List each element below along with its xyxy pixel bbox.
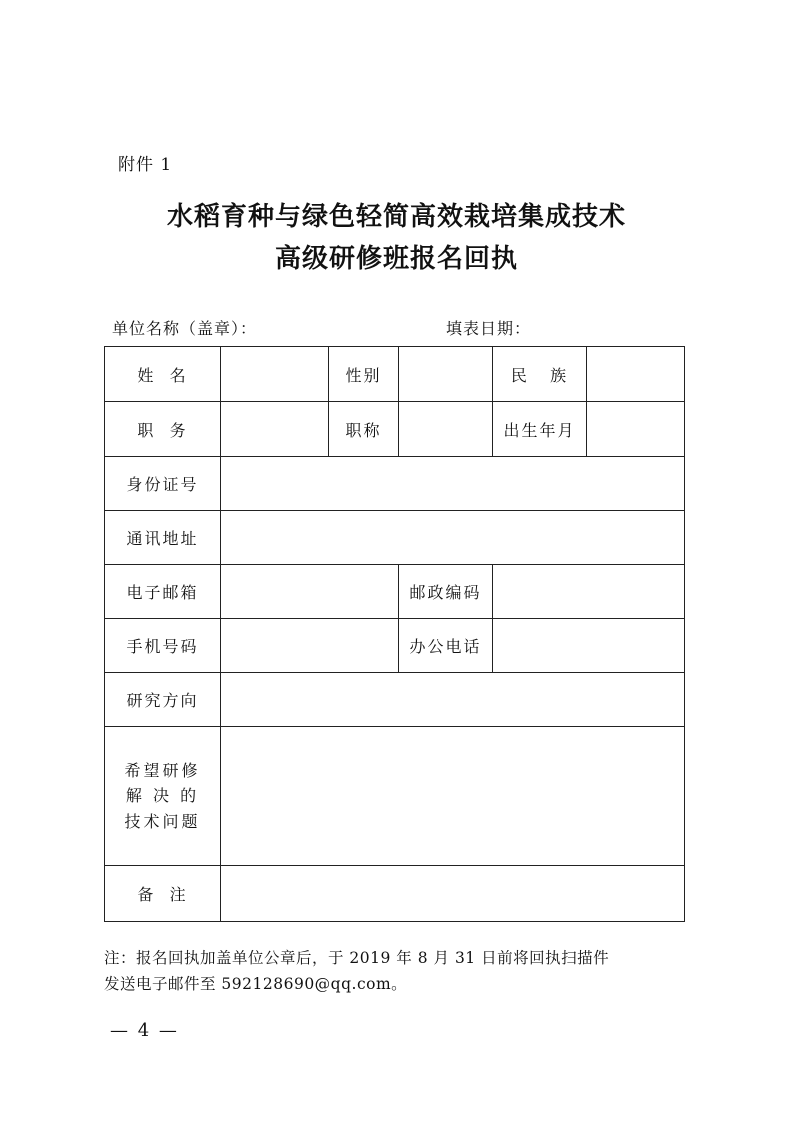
document-title-line1: 水稻育种与绿色轻简高效栽培集成技术 bbox=[166, 202, 626, 232]
address-label: 通讯地址 bbox=[105, 511, 221, 565]
research-direction-label: 研究方向 bbox=[105, 673, 221, 727]
unit-name-label: 单位名称（盖章）： bbox=[112, 319, 258, 338]
gender-label: 性别 bbox=[329, 347, 399, 402]
name-label: 姓 名 bbox=[105, 347, 221, 402]
name-field[interactable] bbox=[221, 347, 329, 402]
remarks-field[interactable] bbox=[221, 866, 685, 922]
footnote-line1: 注：报名回执加盖单位公章后，于 2019 年 8 月 31 日前将回执扫描件 bbox=[104, 949, 610, 967]
document-title-line2: 高级研修班报名回执 bbox=[274, 244, 518, 274]
page-number: — 4 — bbox=[110, 1020, 179, 1041]
ethnicity-label: 民 族 bbox=[493, 347, 587, 402]
professional-title-label: 职称 bbox=[329, 402, 399, 457]
email-field[interactable] bbox=[221, 565, 399, 619]
problems-label-line2: 解 决 的 bbox=[125, 786, 200, 806]
mobile-label: 手机号码 bbox=[105, 619, 221, 673]
mobile-field[interactable] bbox=[221, 619, 399, 673]
postcode-label: 邮政编码 bbox=[399, 565, 493, 619]
problems-field[interactable] bbox=[221, 727, 685, 866]
professional-title-field[interactable] bbox=[399, 402, 493, 457]
id-number-field[interactable] bbox=[221, 457, 685, 511]
position-label: 职 务 bbox=[105, 402, 221, 457]
problems-label-line3: 技术问题 bbox=[124, 811, 201, 831]
footnote-line2: 发送电子邮件至 592128690@qq.com。 bbox=[104, 974, 408, 993]
postcode-field[interactable] bbox=[493, 565, 685, 619]
footnote bbox=[104, 946, 684, 997]
registration-form-table bbox=[104, 346, 685, 922]
office-phone-label: 办公电话 bbox=[399, 619, 493, 673]
fill-date-label: 填表日期： bbox=[446, 319, 532, 338]
office-phone-field[interactable] bbox=[493, 619, 685, 673]
birth-date-field[interactable] bbox=[587, 402, 685, 457]
remarks-label: 备 注 bbox=[105, 866, 221, 922]
birth-date-label: 出生年月 bbox=[493, 402, 587, 457]
position-field[interactable] bbox=[221, 402, 329, 457]
email-label: 电子邮箱 bbox=[105, 565, 221, 619]
id-number-label: 身份证号 bbox=[105, 457, 221, 511]
research-direction-field[interactable] bbox=[221, 673, 685, 727]
problems-label-line1: 希望研修 bbox=[124, 760, 201, 780]
gender-field[interactable] bbox=[399, 347, 493, 402]
address-field[interactable] bbox=[221, 511, 685, 565]
attachment-label: 附件 1 bbox=[118, 155, 173, 175]
ethnicity-field[interactable] bbox=[587, 347, 685, 402]
problems-label bbox=[105, 727, 221, 866]
